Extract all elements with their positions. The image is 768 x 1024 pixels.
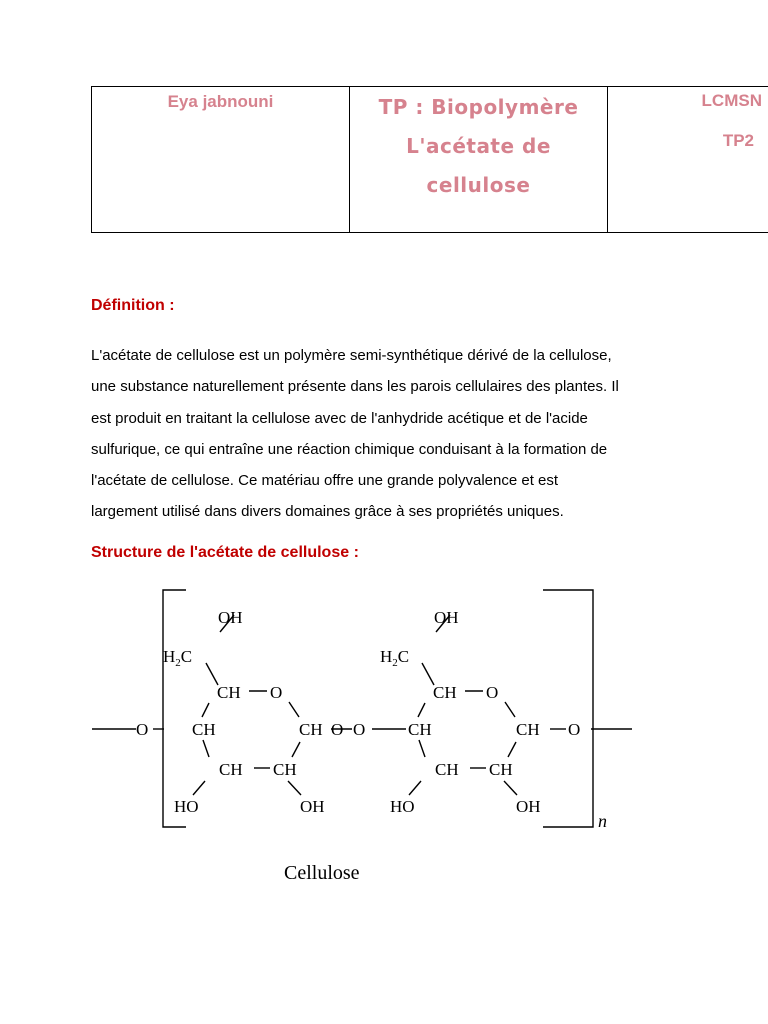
author-name: Eya jabnouni: [167, 92, 274, 111]
header-table: [91, 86, 768, 233]
title-line-1: TP : Biopolymère: [378, 95, 579, 119]
title-line-2: L'acétate de: [406, 134, 551, 158]
paragraph-line: sulfurique, ce qui entraîne une réaction chimique conduisant à la formation de: [91, 440, 608, 458]
tp-number: TP2: [722, 131, 754, 150]
oh-label: OH: [434, 608, 459, 627]
ch-label: CH: [435, 760, 459, 779]
ring-oxygen-label: O: [331, 720, 344, 739]
paragraph-line: l'acétate de cellulose. Ce matériau offre une grande polyvalence et est: [91, 472, 559, 490]
h2c-label: $H_2C$: [380, 647, 410, 669]
bridge-oxygen-label: O: [568, 720, 581, 739]
ring-oxygen-label: O: [486, 683, 499, 702]
oh-label: OH: [300, 797, 325, 816]
ch-label: CH: [299, 720, 323, 739]
ch-label: CH: [219, 760, 243, 779]
paragraph-line: est produit en traitant la cellulose avec de l'anhydride acétique et de l'acide: [91, 409, 588, 427]
definition-paragraph: [91, 340, 675, 528]
paragraph-line: largement utilisé dans divers domaines grâce à ses propriétés uniques.: [91, 503, 564, 521]
ch-label: CH: [217, 683, 241, 702]
figure-caption: Cellulose: [284, 862, 360, 884]
paragraph-line: une substance naturellement présente dans les parois cellulaires des plantes. Il: [91, 378, 619, 396]
definition-heading: Définition :: [91, 297, 175, 314]
author-cell: [92, 87, 350, 232]
paragraph-line: L'acétate de cellulose est un polymère semi-synthétique dérivé de la cellulose,: [91, 347, 612, 364]
ch-label: CH: [408, 720, 432, 739]
repeat-index-label: n: [598, 811, 607, 831]
ch-label: CH: [192, 720, 216, 739]
ch-label: CH: [489, 760, 513, 779]
title-cell: [350, 87, 608, 232]
ch-label: CH: [516, 720, 540, 739]
bridge-oxygen-label: O: [136, 720, 149, 739]
course-code: LCMSN: [701, 91, 762, 110]
h2c-label: $H_2C$: [163, 647, 193, 669]
title-line-3: cellulose: [426, 173, 531, 197]
ho-label: HO: [174, 797, 199, 816]
bridge-oxygen-label: O: [353, 720, 366, 739]
ho-label: HO: [390, 797, 415, 816]
ring-oxygen-label: O: [270, 683, 283, 702]
cellulose-structure-figure: [88, 585, 638, 895]
oh-label: OH: [516, 797, 541, 816]
ch-label: CH: [433, 683, 457, 702]
structure-heading: Structure de l'acétate de cellulose :: [91, 544, 359, 561]
meta-cell: [608, 87, 768, 232]
oh-label: OH: [218, 608, 243, 627]
ch-label: CH: [273, 760, 297, 779]
